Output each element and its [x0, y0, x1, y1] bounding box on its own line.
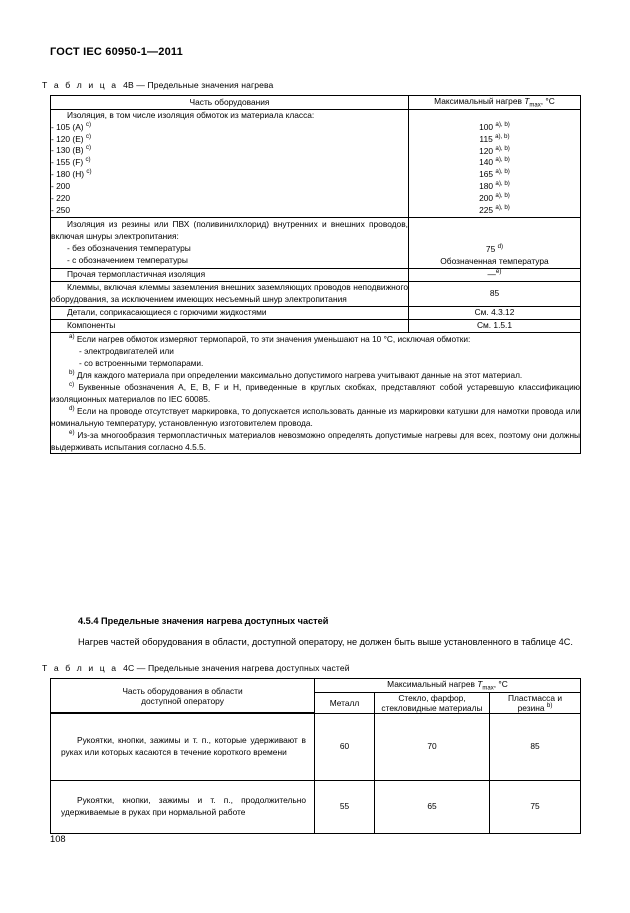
note-b-text: Для каждого материала при определении максимально допустимого нагрева учитывают данные на этот материал.: [76, 369, 523, 380]
row0-value-3-footnote: a), b): [495, 156, 510, 164]
table-4b-row1-values: [409, 218, 581, 269]
note-a: [51, 333, 580, 345]
table-row: [51, 306, 581, 319]
table-4c-row1-glass: 65: [375, 781, 490, 834]
row0-value-1: [409, 134, 580, 146]
table-4c-header-part-line2: доступной оператору: [141, 695, 224, 706]
table-4c-row0-metal: 60: [315, 713, 375, 781]
row0-item-1-footnote: c): [85, 132, 92, 140]
row0-item-7: - 250: [51, 205, 71, 216]
row3-intro: Клеммы, включая клеммы заземления внешних заземляющих проводов неподвижного оборудования, за исключением имеющих несъемный шнур электропитания: [51, 281, 408, 304]
row0-value-6: [409, 193, 580, 205]
note-a-text: Если нагрев обмоток измеряют термопарой, то эти значения уменьшают на 10 °C, исключая обмотки:: [76, 333, 471, 344]
table-4b-row2-part: [51, 268, 409, 281]
row0-item-0-footnote: c): [85, 120, 92, 128]
table-4b-row3-values: [409, 281, 581, 306]
row1-item-0: - без обозначения температуры: [67, 242, 191, 253]
row4-value-0-number: См. 4.3.12: [474, 306, 515, 317]
note-a-marker: a): [69, 332, 75, 340]
row0-item-1: [51, 134, 408, 146]
row0-value-5-number: 180: [479, 181, 494, 192]
table-4b-header-part: Часть оборудования: [51, 96, 409, 110]
table-4b-row5-values: [409, 319, 581, 332]
table-4b-row2-values: [409, 268, 581, 281]
row1-value-1: Обозначенная температура: [440, 255, 549, 266]
table-4c-row1-part: [51, 781, 315, 834]
plastic-line2-text: резина: [517, 702, 545, 713]
note-c: [51, 381, 580, 405]
table-4c-row0-plastic: 85: [490, 713, 581, 781]
row0-item-2-footnote: c): [85, 144, 92, 152]
table-4c-row1-metal: 55: [315, 781, 375, 834]
table-4b-caption-text: — Предельные значения нагрева: [136, 80, 274, 90]
row1-value-0-number: 75: [485, 244, 496, 255]
standard-title: ГОСТ IEC 60950-1—2011: [50, 46, 183, 58]
row0-value-3-number: 140: [479, 157, 494, 168]
group-symbol: T: [477, 679, 483, 689]
row0-value-4-number: 165: [479, 169, 494, 180]
note-d-marker: d): [69, 404, 75, 412]
table-4c-header-plastic-line1: Пластмасса и: [507, 692, 563, 703]
row0-value-0-number: 100: [479, 121, 494, 132]
row0-item-6: - 220: [51, 193, 71, 204]
table-4b: [50, 95, 581, 454]
row0-value-0: [409, 122, 580, 134]
row1-value-0: [409, 244, 580, 256]
table-4b-header-row: [51, 96, 581, 110]
row0-item-4-footnote: c): [86, 168, 92, 176]
note-d: [51, 405, 580, 429]
header-value-symbol: T: [524, 96, 530, 106]
table-row: [51, 268, 581, 281]
table-4c-caption-text: — Предельные значения нагрева доступных частей: [136, 663, 350, 673]
table-4b-row0-part: [51, 109, 409, 217]
table-4c-header-glass: [375, 692, 490, 713]
row0-item-3-footnote: c): [85, 156, 91, 164]
row1-value-0-footnote: d): [497, 243, 504, 251]
row0-item-3-text: - 155 (F): [51, 157, 84, 168]
table-4c-caption-label: Т а б л и ц а: [42, 663, 119, 673]
table-4b-notes: [51, 332, 581, 453]
table-row: [51, 713, 581, 781]
table-4c-header-part-line1: Часть оборудования в области: [122, 685, 243, 696]
section-heading: 4.5.4 Предельные значения нагрева доступных частей: [78, 616, 329, 626]
row0-item-0-text: - 105 (A): [51, 121, 84, 132]
table-4c-header-plastic: [490, 692, 581, 713]
row0-value-5: [409, 181, 580, 193]
row0-item-5: - 200: [51, 181, 71, 192]
row0-value-6-number: 200: [479, 193, 494, 204]
row0-item-0: [51, 122, 408, 134]
table-4c-header-value-group: [315, 679, 581, 693]
group-subscript: max: [482, 685, 494, 692]
page-number: 108: [50, 833, 66, 844]
header-value-subscript: max: [529, 102, 541, 109]
row0-item-1-text: - 120 (E): [51, 133, 84, 144]
header-value-suffix: , °C: [540, 96, 555, 106]
table-4c-header-row-top: [51, 679, 581, 693]
table-row: [51, 218, 581, 269]
table-4c-header-glass-line2: стекловидные материалы: [381, 702, 483, 713]
table-4c-caption-number: 4C: [123, 663, 135, 673]
row0-value-5-footnote: a), b): [495, 180, 510, 188]
table-4c-header-part: [51, 679, 315, 714]
row0-value-1-footnote: a), b): [495, 132, 510, 140]
row0-value-4-footnote: a), b): [495, 168, 510, 176]
row0-value-4: [409, 169, 580, 181]
table-4c-row1-plastic: 75: [490, 781, 581, 834]
row0-item-2-text: - 130 (B): [51, 145, 84, 156]
table-4c-row0-part: [51, 713, 315, 781]
table-4c-row0-part-text: Рукоятки, кнопки, зажимы и т. п., которые удерживают в руках или которых касаются в течение короткого времени: [61, 735, 306, 758]
table-4b-row4-part: [51, 306, 409, 319]
table-4b-caption: [42, 80, 273, 90]
table-4b-caption-number: 4B: [123, 80, 134, 90]
row2-value-0-number: —: [487, 268, 496, 279]
note-e: [51, 429, 580, 453]
note-e-text: Из-за многообразия термопластичных материалов невозможно определять допустимые нагревы для всех, поэтому они должны выдерживать испытания согласно 4.5.5.: [51, 429, 581, 452]
row0-item-2: [51, 145, 408, 157]
row5-value-0-number: См. 1.5.1: [476, 319, 513, 330]
row0-value-1-number: 115: [479, 133, 493, 144]
row0-item-3: [51, 157, 408, 169]
row0-value-2-footnote: a), b): [495, 144, 510, 152]
row0-value-7-footnote: a), b): [495, 204, 510, 212]
table-4b-row4-values: [409, 306, 581, 319]
table-4c-row1-part-text: Рукоятки, кнопки, зажимы и т. п., продолжительно удерживаемые в руках при нормальной работе: [61, 795, 306, 818]
section-paragraph: Нагрев частей оборудования в области, доступной оператору, не должен быть выше установленного в таблице 4C.: [78, 637, 573, 647]
row0-value-2-number: 120: [479, 145, 494, 156]
group-prefix: Максимальный нагрев: [387, 679, 478, 689]
table-4b-row5-part: [51, 319, 409, 332]
row0-item-4-text: - 180 (H): [51, 169, 85, 180]
table-4c-caption: [42, 663, 350, 673]
header-value-prefix: Максимальный нагрев: [434, 96, 525, 106]
row0-value-7: [409, 205, 580, 217]
row5-intro: Компоненты: [67, 319, 116, 330]
table-4c-header-plastic-footnote: b): [546, 701, 553, 709]
row2-intro: Прочая термопластичная изоляция: [67, 268, 206, 279]
row0-item-4: [51, 169, 408, 181]
note-c-marker: c): [69, 380, 75, 388]
row0-value-3: [409, 157, 580, 169]
table-4c-header-metal: Металл: [315, 692, 375, 713]
row4-intro: Детали, соприкасающиеся с горючими жидкостями: [67, 306, 267, 317]
note-c-text: Буквенные обозначения A, E, B, F и H, приведенные в круглых скобках, представляют собой устаревшую классификацию изоляционных материалов по IEC 60085.: [51, 381, 581, 404]
table-4b-notes-row: [51, 332, 581, 453]
table-4c-header-glass-line1: Стекло, фарфор,: [398, 692, 466, 703]
row1-item-1: - с обозначением температуры: [67, 254, 188, 265]
row0-value-7-number: 225: [479, 205, 494, 216]
row2-value-0-footnote: e): [495, 268, 502, 276]
table-4c-row0-glass: 70: [375, 713, 490, 781]
row0-value-0-footnote: a), b): [495, 120, 510, 128]
table-row: [51, 319, 581, 332]
row1-intro: Изоляция из резины или ПВХ (поливинилхлорид) внутренних и внешних проводов, включая шнуры электропитания:: [51, 219, 408, 242]
table-4c-header-plastic-line2: [490, 703, 580, 713]
note-d-text: Если на проводе отсутствует маркировка, то допускается использовать данные из маркировки катушки для намотки провода или номинальную температуру, установленную изготовителем провода.: [51, 405, 580, 428]
row0-value-2: [409, 146, 580, 158]
group-suffix: , °C: [493, 679, 508, 689]
note-e-marker: e): [69, 428, 75, 436]
row0-value-6-footnote: a), b): [495, 192, 510, 200]
table-4b-caption-label: Т а б л и ц а: [42, 80, 119, 90]
note-a-sub-1: - электродвигателей или: [79, 345, 174, 356]
note-b-marker: b): [69, 368, 75, 376]
note-a-sub-2: - со встроенными термопарами.: [79, 357, 204, 368]
note-b: [51, 369, 580, 381]
table-4c: [50, 678, 581, 834]
table-4b-row1-part: [51, 218, 409, 269]
table-4b-row0-values: [409, 109, 581, 217]
row0-intro: Изоляция, в том числе изоляция обмоток из материала класса:: [67, 109, 315, 120]
table-row: [51, 281, 581, 306]
table-4b-header-value: [409, 96, 581, 110]
row3-value-0-number: 85: [489, 287, 500, 298]
table-row: [51, 109, 581, 217]
table-row: [51, 781, 581, 834]
table-4b-row3-part: [51, 281, 409, 306]
